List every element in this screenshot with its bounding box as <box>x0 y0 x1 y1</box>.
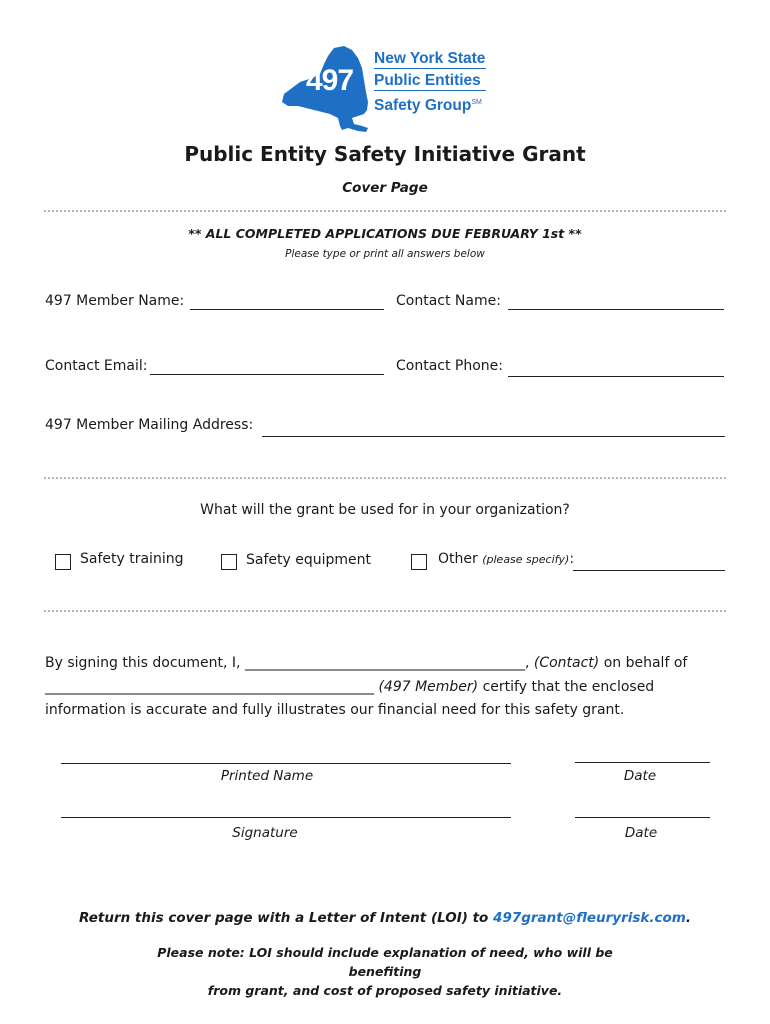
divider <box>44 210 726 212</box>
logo-number: 497 <box>306 64 354 97</box>
logo-line-3: Safety Group℠ <box>374 97 482 115</box>
contact-name-label: Contact Name: <box>396 293 501 309</box>
signature-line[interactable] <box>61 817 511 818</box>
service-mark: SM <box>471 99 482 106</box>
printed-name-line[interactable] <box>61 763 511 764</box>
other-hint: (please specify) <box>482 553 570 566</box>
member-name-label: 497 Member Name: <box>45 293 185 309</box>
date-caption-1: Date <box>623 768 657 784</box>
date-line-1[interactable] <box>575 762 710 763</box>
mailing-address-field[interactable] <box>262 436 725 437</box>
page-title: Public Entity Safety Initiative Grant <box>184 142 586 166</box>
member-name-field[interactable] <box>190 309 384 310</box>
return-instructions: Return this cover page with a Letter of Intent (LOI) to 497grant@fleuryrisk.com. <box>79 910 691 926</box>
contact-name-field[interactable] <box>508 309 724 310</box>
mailing-address-label: 497 Member Mailing Address: <box>45 417 254 433</box>
date-line-2[interactable] <box>575 817 710 818</box>
logo <box>278 44 498 134</box>
logo-line-2: Public Entities <box>374 72 481 89</box>
printed-name-caption: Printed Name <box>220 768 314 784</box>
contact-phone-field[interactable] <box>508 376 724 377</box>
other-checkbox[interactable] <box>411 554 427 570</box>
contact-email-field[interactable] <box>150 374 384 375</box>
safety-training-checkbox[interactable] <box>55 554 71 570</box>
page-subtitle: Cover Page <box>342 180 428 196</box>
contact-phone-label: Contact Phone: <box>396 358 504 374</box>
signature-caption: Signature <box>232 825 298 841</box>
date-caption-2: Date <box>624 825 658 841</box>
safety-training-label: Safety training <box>80 551 184 567</box>
other-label: Other (please specify): <box>438 551 575 567</box>
usage-question: What will the grant be used for in your organization? <box>200 502 570 518</box>
logo-line-1: New York State <box>374 50 486 67</box>
instructions: Please type or print all answers below <box>285 248 485 260</box>
other-specify-field[interactable] <box>573 570 725 571</box>
contact-tag: (Contact) <box>533 655 600 671</box>
divider <box>44 477 726 479</box>
email-link[interactable]: 497grant@fleuryrisk.com <box>493 910 686 926</box>
contact-email-label: Contact Email: <box>45 358 148 374</box>
safety-equipment-checkbox[interactable] <box>221 554 237 570</box>
safety-equipment-label: Safety equipment <box>246 552 371 568</box>
due-notice: ** ALL COMPLETED APPLICATIONS DUE FEBRUARY 1st ** <box>188 226 582 241</box>
divider <box>44 610 726 612</box>
loi-note: Please note: LOI should include explanation of need, who will be benefiting from grant, and cost of proposed safety initiative. <box>157 945 613 998</box>
certification-statement: By signing this document, I, ________________________________________, (Contact) on behalf of _______________________________________________ (497 Member) certify that the enclosed information is accurate and fully illustrates our financial need for this safety grant. <box>45 655 688 718</box>
member-tag: (497 Member) <box>378 678 479 695</box>
